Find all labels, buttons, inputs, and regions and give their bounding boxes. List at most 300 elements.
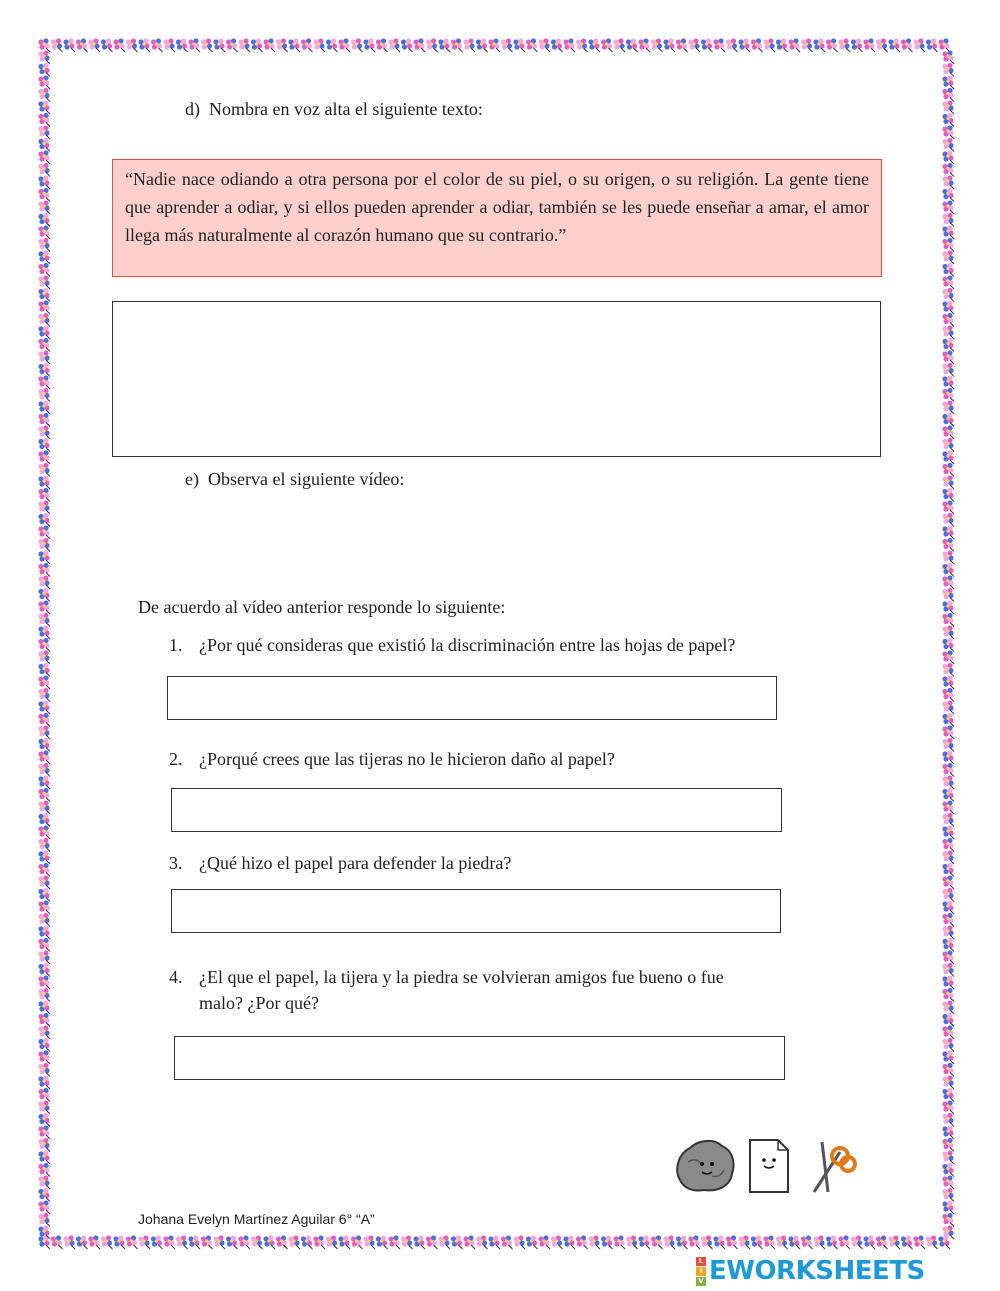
border-flower-icon	[942, 250, 954, 264]
border-flower-icon	[513, 1235, 525, 1249]
border-flower-icon	[38, 600, 50, 614]
border-flower-icon	[38, 950, 50, 964]
border-flower-icon	[942, 750, 954, 764]
border-flower-icon	[942, 638, 954, 652]
border-flower-icon	[38, 1100, 50, 1114]
border-flower-icon	[138, 38, 150, 52]
border-flower-icon	[701, 38, 713, 52]
border-flower-icon	[942, 888, 954, 902]
border-flower-icon	[863, 1235, 875, 1249]
border-flower-icon	[942, 188, 954, 202]
border-flower-icon	[38, 338, 50, 352]
border-flower-icon	[38, 138, 50, 152]
border-flower-icon	[942, 88, 954, 102]
border-flower-icon	[38, 300, 50, 314]
border-flower-icon	[313, 38, 325, 52]
border-flower-icon	[776, 1235, 788, 1249]
section-e-marker: e)	[185, 469, 199, 489]
border-flower-icon	[326, 1235, 338, 1249]
border-flower-icon	[942, 500, 954, 514]
border-flower-icon	[942, 313, 954, 327]
border-flower-icon	[38, 913, 50, 927]
border-flower-icon	[38, 100, 50, 114]
rock-paper-scissors-illustration	[672, 1132, 862, 1202]
border-flower-icon	[63, 1235, 75, 1249]
border-flower-icon	[942, 963, 954, 977]
border-flower-icon	[942, 438, 954, 452]
answer-input-1[interactable]	[167, 676, 777, 720]
border-flower-icon	[38, 563, 50, 577]
border-flower-icon	[942, 1013, 954, 1027]
border-flower-icon	[788, 1235, 800, 1249]
border-flower-icon	[38, 588, 50, 602]
border-flower-icon	[942, 650, 954, 664]
border-flower-icon	[942, 275, 954, 289]
border-flower-icon	[38, 250, 50, 264]
border-flower-icon	[942, 1188, 954, 1202]
border-flower-icon	[942, 450, 954, 464]
border-flower-icon	[201, 1235, 213, 1249]
border-flower-icon	[942, 225, 954, 239]
border-flower-icon	[476, 1235, 488, 1249]
border-flower-icon	[942, 100, 954, 114]
border-flower-icon	[801, 1235, 813, 1249]
border-flower-icon	[751, 1235, 763, 1249]
border-flower-icon	[313, 1235, 325, 1249]
border-flower-icon	[942, 150, 954, 164]
border-flower-icon	[876, 1235, 888, 1249]
question-number: 3.	[169, 853, 183, 873]
border-flower-icon	[888, 1235, 900, 1249]
border-flower-icon	[942, 563, 954, 577]
border-flower-icon	[813, 38, 825, 52]
border-flower-icon	[942, 400, 954, 414]
border-flower-icon	[413, 1235, 425, 1249]
border-flower-icon	[926, 1235, 938, 1249]
border-flower-icon	[851, 38, 863, 52]
border-flower-icon	[488, 1235, 500, 1249]
border-flower-icon	[301, 38, 313, 52]
border-flower-icon	[38, 500, 50, 514]
border-flower-icon	[942, 413, 954, 427]
border-flower-icon	[751, 38, 763, 52]
border-flower-icon	[38, 613, 50, 627]
border-flower-icon	[942, 463, 954, 477]
border-flower-icon	[38, 163, 50, 177]
answer-input-3[interactable]	[171, 889, 781, 933]
border-flower-icon	[288, 1235, 300, 1249]
border-flower-icon	[38, 213, 50, 227]
border-flower-icon	[663, 1235, 675, 1249]
border-flower-icon	[763, 38, 775, 52]
question-text: ¿Qué hizo el papel para defender la piedra?	[199, 853, 512, 873]
border-flower-icon	[638, 1235, 650, 1249]
liveworksheets-logo[interactable]	[696, 1256, 925, 1286]
border-flower-icon	[942, 1113, 954, 1127]
border-flower-icon	[388, 38, 400, 52]
border-flower-icon	[738, 38, 750, 52]
border-flower-icon	[38, 238, 50, 252]
border-flower-icon	[551, 1235, 563, 1249]
border-flower-icon	[726, 38, 738, 52]
border-flower-icon	[38, 813, 50, 827]
section-d-answer-box[interactable]	[112, 301, 881, 457]
border-flower-icon	[426, 1235, 438, 1249]
logo-text-rest: WORKSHEETS	[726, 1256, 925, 1286]
border-flower-icon	[251, 38, 263, 52]
answer-input-4[interactable]	[174, 1036, 785, 1080]
border-flower-icon	[63, 38, 75, 52]
border-flower-icon	[942, 113, 954, 127]
border-flower-icon	[701, 1235, 713, 1249]
question-text-line-2: malo? ¿Por qué?	[199, 993, 319, 1013]
border-flower-icon	[38, 700, 50, 714]
border-flower-icon	[38, 863, 50, 877]
border-flower-icon	[901, 1235, 913, 1249]
border-flower-icon	[38, 763, 50, 777]
section-e-heading	[185, 466, 404, 492]
border-flower-icon	[942, 1050, 954, 1064]
border-flower-icon	[38, 788, 50, 802]
border-flower-icon	[538, 1235, 550, 1249]
logo-text-e: E	[709, 1256, 727, 1286]
border-flower-icon	[942, 575, 954, 589]
border-flower-icon	[838, 38, 850, 52]
border-flower-icon	[38, 638, 50, 652]
border-flower-icon	[526, 1235, 538, 1249]
border-flower-icon	[188, 38, 200, 52]
border-flower-icon	[942, 838, 954, 852]
border-flower-icon	[38, 1000, 50, 1014]
border-flower-icon	[176, 38, 188, 52]
border-flower-icon	[942, 325, 954, 339]
question-number: 2.	[169, 749, 183, 769]
border-flower-icon	[551, 38, 563, 52]
border-flower-icon	[942, 1175, 954, 1189]
border-flower-icon	[588, 38, 600, 52]
border-flower-icon	[942, 713, 954, 727]
logo-letter-i: I	[696, 1267, 706, 1276]
border-flower-icon	[942, 375, 954, 389]
question-text: ¿Porqué crees que las tijeras no le hicieron daño al papel?	[199, 749, 615, 769]
border-flower-icon	[942, 975, 954, 989]
border-flower-icon	[601, 38, 613, 52]
questions-intro: De acuerdo al vídeo anterior responde lo siguiente:	[138, 597, 506, 617]
border-flower-icon	[401, 38, 413, 52]
border-flower-icon	[38, 1113, 50, 1127]
border-flower-icon	[942, 1150, 954, 1164]
border-flower-icon	[38, 938, 50, 952]
border-flower-icon	[942, 800, 954, 814]
border-flower-icon	[501, 38, 513, 52]
border-flower-icon	[942, 1125, 954, 1139]
border-flower-icon	[538, 38, 550, 52]
border-flower-icon	[563, 1235, 575, 1249]
border-flower-icon	[38, 1038, 50, 1052]
border-flower-icon	[38, 1013, 50, 1027]
border-flower-icon	[942, 538, 954, 552]
border-flower-icon	[913, 1235, 925, 1249]
border-flower-icon	[226, 38, 238, 52]
section-d-heading	[185, 96, 483, 122]
border-flower-icon	[526, 38, 538, 52]
question-2	[169, 746, 615, 772]
border-flower-icon	[263, 38, 275, 52]
border-flower-icon	[776, 38, 788, 52]
question-text: ¿Por qué consideras que existió la discriminación entre las hojas de papel?	[199, 635, 736, 655]
border-flower-icon	[942, 513, 954, 527]
border-flower-icon	[413, 38, 425, 52]
border-flower-icon	[888, 38, 900, 52]
border-flower-icon	[101, 1235, 113, 1249]
section-d-prompt: Nombra en voz alta el siguiente texto:	[209, 99, 483, 119]
border-flower-icon	[38, 200, 50, 214]
border-flower-icon	[38, 750, 50, 764]
border-flower-icon	[401, 1235, 413, 1249]
border-flower-icon	[942, 1000, 954, 1014]
border-flower-icon	[38, 125, 50, 139]
border-flower-icon	[942, 1200, 954, 1214]
border-flower-icon	[613, 1235, 625, 1249]
border-flower-icon	[38, 1163, 50, 1177]
border-flower-icon	[38, 375, 50, 389]
logo-text	[709, 1256, 925, 1286]
border-flower-icon	[942, 425, 954, 439]
border-flower-icon	[276, 1235, 288, 1249]
border-flower-icon	[942, 925, 954, 939]
border-flower-icon	[576, 38, 588, 52]
border-flower-icon	[38, 575, 50, 589]
border-flower-icon	[338, 38, 350, 52]
border-flower-icon	[938, 38, 950, 52]
border-flower-icon	[251, 1235, 263, 1249]
border-flower-icon	[38, 63, 50, 77]
border-flower-icon	[942, 1100, 954, 1114]
border-flower-icon	[942, 50, 954, 64]
border-flower-icon	[38, 150, 50, 164]
border-flower-icon	[38, 363, 50, 377]
border-flower-icon	[463, 1235, 475, 1249]
border-flower-icon	[38, 400, 50, 414]
border-flower-icon	[38, 800, 50, 814]
border-flower-icon	[276, 38, 288, 52]
section-d-marker: d)	[185, 99, 200, 119]
border-flower-icon	[942, 338, 954, 352]
border-flower-icon	[38, 1063, 50, 1077]
border-flower-icon	[876, 38, 888, 52]
border-flower-icon	[942, 725, 954, 739]
border-flower-icon	[942, 613, 954, 627]
border-flower-icon	[376, 1235, 388, 1249]
border-flower-icon	[38, 1188, 50, 1202]
border-flower-icon	[38, 738, 50, 752]
border-flower-icon	[942, 363, 954, 377]
border-flower-icon	[863, 38, 875, 52]
border-flower-icon	[51, 1235, 63, 1249]
border-flower-icon	[942, 1088, 954, 1102]
border-flower-icon	[813, 1235, 825, 1249]
border-flower-icon	[942, 288, 954, 302]
border-flower-icon	[38, 113, 50, 127]
border-flower-icon	[942, 475, 954, 489]
border-flower-icon	[38, 38, 50, 52]
border-flower-icon	[38, 875, 50, 889]
section-e-prompt: Observa el siguiente vídeo:	[207, 469, 405, 489]
border-flower-icon	[942, 1063, 954, 1077]
border-flower-icon	[38, 313, 50, 327]
border-flower-icon	[38, 850, 50, 864]
border-flower-icon	[942, 350, 954, 364]
border-flower-icon	[38, 475, 50, 489]
quote-box: “Nadie nace odiando a otra persona por el color de su piel, o su origen, o su religión. La gente tiene que aprender a odiar, y si ellos pueden aprender a odiar, también se les puede enseñar a amar, el amor llega más naturalmente al corazón humano que su contrario.”	[112, 159, 882, 277]
border-flower-icon	[451, 1235, 463, 1249]
border-flower-icon	[826, 1235, 838, 1249]
border-flower-icon	[38, 288, 50, 302]
border-flower-icon	[338, 1235, 350, 1249]
border-flower-icon	[826, 38, 838, 52]
border-flower-icon	[942, 913, 954, 927]
border-flower-icon	[351, 1235, 363, 1249]
border-flower-icon	[38, 188, 50, 202]
border-flower-icon	[688, 1235, 700, 1249]
border-flower-icon	[51, 38, 63, 52]
border-flower-icon	[238, 1235, 250, 1249]
border-flower-icon	[88, 1235, 100, 1249]
border-flower-icon	[942, 663, 954, 677]
border-flower-icon	[651, 38, 663, 52]
border-flower-icon	[38, 1213, 50, 1227]
border-flower-icon	[363, 38, 375, 52]
border-flower-icon	[942, 738, 954, 752]
scissors-icon	[814, 1142, 855, 1192]
border-flower-icon	[38, 263, 50, 277]
border-flower-icon	[188, 1235, 200, 1249]
border-flower-icon	[942, 300, 954, 314]
border-flower-icon	[38, 225, 50, 239]
question-3	[169, 850, 511, 876]
border-flower-icon	[451, 38, 463, 52]
border-flower-icon	[942, 863, 954, 877]
border-flower-icon	[38, 438, 50, 452]
border-flower-icon	[201, 38, 213, 52]
border-flower-icon	[151, 1235, 163, 1249]
border-flower-icon	[176, 1235, 188, 1249]
border-flower-icon	[38, 1150, 50, 1164]
border-flower-icon	[942, 938, 954, 952]
border-flower-icon	[38, 975, 50, 989]
border-flower-icon	[138, 1235, 150, 1249]
paper-icon	[750, 1140, 788, 1192]
border-flower-icon	[38, 1175, 50, 1189]
border-flower-icon	[926, 38, 938, 52]
logo-letter-v: V	[696, 1277, 706, 1286]
border-flower-icon	[126, 38, 138, 52]
border-flower-icon	[38, 675, 50, 689]
border-flower-icon	[651, 1235, 663, 1249]
border-flower-icon	[942, 825, 954, 839]
border-flower-icon	[851, 1235, 863, 1249]
border-flower-icon	[942, 988, 954, 1002]
border-flower-icon	[163, 38, 175, 52]
border-flower-icon	[363, 1235, 375, 1249]
border-flower-icon	[38, 838, 50, 852]
border-flower-icon	[942, 388, 954, 402]
border-flower-icon	[88, 38, 100, 52]
border-flower-icon	[38, 725, 50, 739]
border-flower-icon	[942, 1163, 954, 1177]
border-flower-icon	[942, 163, 954, 177]
border-flower-icon	[38, 713, 50, 727]
border-flower-icon	[942, 700, 954, 714]
border-flower-icon	[942, 1038, 954, 1052]
border-flower-icon	[263, 1235, 275, 1249]
border-flower-icon	[613, 38, 625, 52]
border-flower-icon	[38, 275, 50, 289]
border-flower-icon	[376, 38, 388, 52]
border-flower-icon	[426, 38, 438, 52]
border-flower-icon	[688, 38, 700, 52]
border-flower-icon	[38, 175, 50, 189]
border-flower-icon	[588, 1235, 600, 1249]
logo-letter-l: L	[696, 1257, 706, 1266]
border-flower-icon	[38, 1125, 50, 1139]
border-flower-icon	[288, 38, 300, 52]
border-flower-icon	[438, 38, 450, 52]
border-flower-icon	[942, 775, 954, 789]
border-flower-icon	[942, 600, 954, 614]
border-flower-icon	[913, 38, 925, 52]
border-flower-icon	[163, 1235, 175, 1249]
border-flower-icon	[38, 513, 50, 527]
border-flower-icon	[942, 900, 954, 914]
border-flower-icon	[942, 675, 954, 689]
border-flower-icon	[326, 38, 338, 52]
border-flower-icon	[101, 38, 113, 52]
border-flower-icon	[942, 813, 954, 827]
border-flower-icon	[38, 1025, 50, 1039]
logo-mark	[696, 1257, 706, 1286]
border-flower-icon	[38, 325, 50, 339]
border-flower-icon	[463, 38, 475, 52]
border-flower-icon	[942, 688, 954, 702]
border-flower-icon	[713, 38, 725, 52]
border-flower-icon	[38, 925, 50, 939]
border-flower-icon	[942, 488, 954, 502]
border-flower-icon	[942, 588, 954, 602]
border-flower-icon	[113, 38, 125, 52]
border-flower-icon	[126, 1235, 138, 1249]
border-flower-icon	[942, 788, 954, 802]
border-flower-icon	[38, 463, 50, 477]
border-flower-icon	[38, 1200, 50, 1214]
border-flower-icon	[942, 950, 954, 964]
border-flower-icon	[38, 550, 50, 564]
border-flower-icon	[151, 38, 163, 52]
border-flower-icon	[488, 38, 500, 52]
border-flower-icon	[942, 75, 954, 89]
answer-input-2[interactable]	[171, 788, 782, 832]
border-flower-icon	[213, 38, 225, 52]
border-flower-icon	[38, 75, 50, 89]
border-flower-icon	[942, 238, 954, 252]
border-flower-icon	[301, 1235, 313, 1249]
border-flower-icon	[942, 125, 954, 139]
border-flower-icon	[713, 1235, 725, 1249]
border-flower-icon	[942, 1075, 954, 1089]
question-4	[169, 964, 724, 1016]
border-flower-icon	[942, 213, 954, 227]
border-flower-icon	[38, 663, 50, 677]
